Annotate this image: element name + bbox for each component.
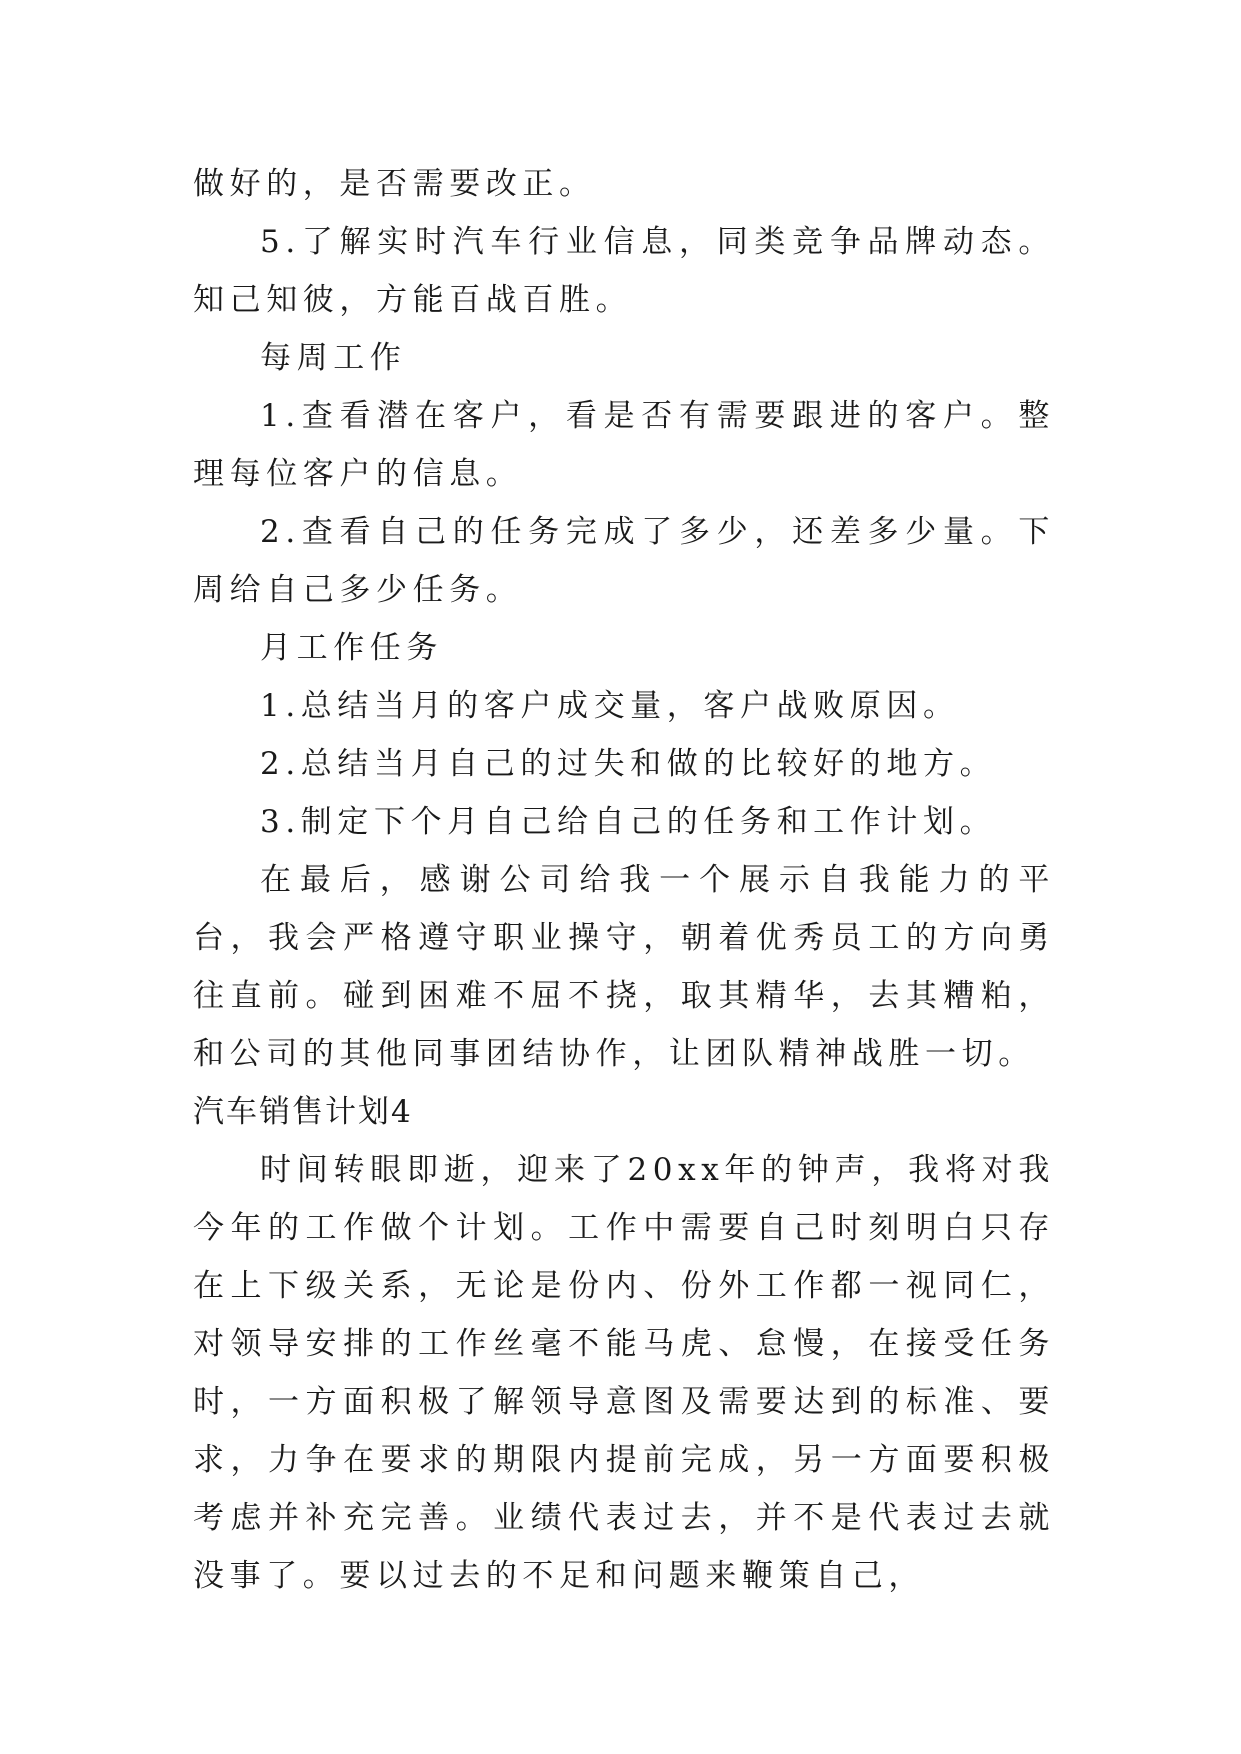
- paragraph-monthly-item-1: 1.总结当月的客户成交量，客户战败原因。: [260, 688, 960, 724]
- paragraph-weekly-item-1: 1.查看潜在客户，看是否有需要跟进的客户。整理每位客户的信息。: [193, 398, 1055, 492]
- paragraph-plan-intro: 时间转眼即逝，迎来了20xx年的钟声，我将对我今年的工作做个计划。工作中需要自己时刻明白只存在上下级关系，无论是份内、份外工作都一视同仁，对领导安排的工作丝毫不能马虎、怠慢，在接受任务时，一方面积极了解领导意图及需要达到的标准、要求，力争在要求的期限内提前完成，另一方面要积极考虑并补充完善。业绩代表过去，并不是代表过去就没事了。要以过去的不足和问题来鞭策自己，: [193, 1152, 1055, 1594]
- subheading-monthly-tasks: 月工作任务: [260, 630, 443, 666]
- paragraph-continuation: 做好的，是否需要改正。: [193, 166, 596, 202]
- section-heading: 汽车销售计划4: [193, 1094, 413, 1130]
- paragraph-weekly-item-2: 2.查看自己的任务完成了多少，还差多少量。下周给自己多少任务。: [193, 514, 1055, 608]
- subheading-weekly-work: 每周工作: [260, 340, 407, 376]
- paragraph-monthly-item-2: 2.总结当月自己的过失和做的比较好的地方。: [260, 746, 997, 782]
- paragraph-monthly-item-3: 3.制定下个月自己给自己的任务和工作计划。: [260, 804, 997, 840]
- paragraph-closing: 在最后，感谢公司给我一个展示自我能力的平台，我会严格遵守职业操守，朝着优秀员工的方向勇往直前。碰到困难不屈不挠，取其精华，去其糟粕，和公司的其他同事团结协作，让团队精神战胜一切。: [193, 862, 1055, 1072]
- paragraph-item-5: 5.了解实时汽车行业信息，同类竞争品牌动态。知己知彼，方能百战百胜。: [193, 224, 1055, 318]
- document-body: [193, 155, 1055, 1605]
